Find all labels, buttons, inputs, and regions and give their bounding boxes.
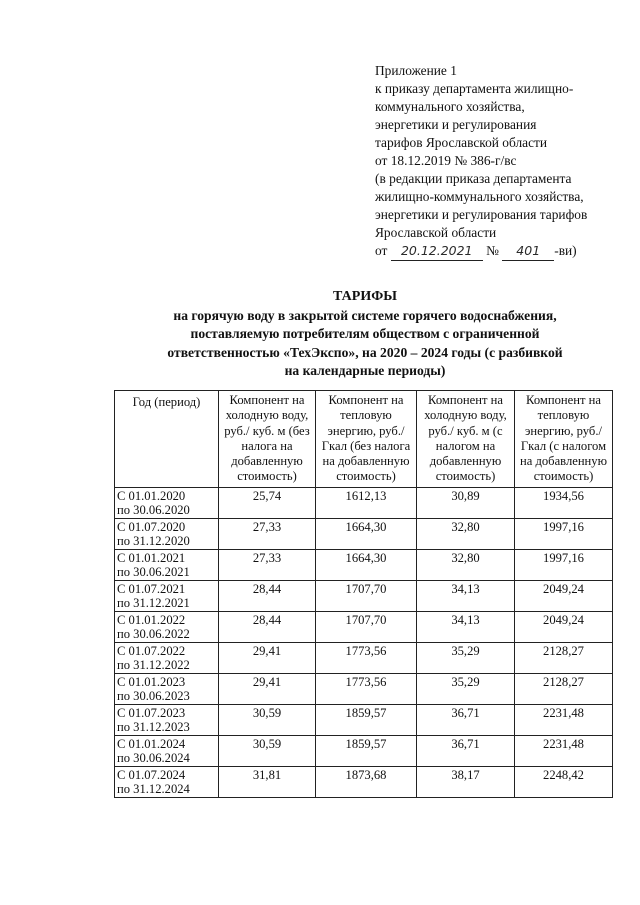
value-cell: 1873,68 <box>316 766 417 797</box>
period-cell <box>115 673 219 704</box>
period-to: по 30.06.2021 <box>117 565 190 580</box>
table-header-row <box>115 391 613 488</box>
number-suffix: -ви) <box>554 243 577 258</box>
value-cell: 2231,48 <box>515 735 613 766</box>
appendix-line: от 18.12.2019 № 386-г/вс <box>375 153 517 168</box>
header-cold-water-vat: Компонент на холодную воду, руб./ куб. м (с налогом на добавленную стоимость) <box>417 391 515 488</box>
period-from: С 01.01.2024 <box>117 736 186 751</box>
table-row <box>115 518 613 549</box>
value-cell: 1612,13 <box>316 487 417 518</box>
period-to: по 30.06.2023 <box>117 689 190 704</box>
number-sign: № <box>486 243 499 258</box>
period-from: С 01.01.2022 <box>117 612 186 627</box>
value-cell: 32,80 <box>417 549 515 580</box>
value-cell: 34,13 <box>417 611 515 642</box>
period-to: по 31.12.2023 <box>117 720 190 735</box>
value-cell: 28,44 <box>219 580 316 611</box>
period-cell <box>115 580 219 611</box>
value-cell: 2128,27 <box>515 673 613 704</box>
header-period: Год (период) <box>115 391 219 488</box>
value-cell: 35,29 <box>417 642 515 673</box>
value-cell: 2049,24 <box>515 611 613 642</box>
period-cell <box>115 735 219 766</box>
period-from: С 01.01.2020 <box>117 488 186 503</box>
from-prefix: от <box>375 243 388 258</box>
table-row <box>115 487 613 518</box>
table-row <box>115 766 613 797</box>
table-row <box>115 611 613 642</box>
period-to: по 30.06.2020 <box>117 503 190 518</box>
period-to: по 31.12.2020 <box>117 534 190 549</box>
table-row <box>115 704 613 735</box>
value-cell: 2231,48 <box>515 704 613 735</box>
value-cell: 38,17 <box>417 766 515 797</box>
appendix-line: к приказу департамента жилищно- <box>375 81 574 96</box>
value-cell: 36,71 <box>417 735 515 766</box>
period-to: по 31.12.2021 <box>117 596 190 611</box>
appendix-line: энергетики и регулирования тарифов <box>375 207 588 222</box>
table-row <box>115 549 613 580</box>
table-row <box>115 642 613 673</box>
period-to: по 31.12.2022 <box>117 658 190 673</box>
handwritten-date: 20.12.2021 <box>391 242 483 261</box>
period-from: С 01.07.2021 <box>117 581 186 596</box>
value-cell: 2248,42 <box>515 766 613 797</box>
appendix-line: Ярославской области <box>375 225 497 240</box>
value-cell: 25,74 <box>219 487 316 518</box>
period-to: по 30.06.2022 <box>117 627 190 642</box>
value-cell: 1997,16 <box>515 518 613 549</box>
value-cell: 2128,27 <box>515 642 613 673</box>
period-from: С 01.01.2023 <box>117 674 186 689</box>
amendment-date-line <box>375 242 630 261</box>
value-cell: 1707,70 <box>316 580 417 611</box>
header-heat-no-vat: Компонент на тепловую энергию, руб./Гкал (без налога на добавленную стоимость) <box>316 391 417 488</box>
document-title <box>110 288 620 381</box>
period-from: С 01.07.2022 <box>117 643 186 658</box>
period-from: С 01.07.2024 <box>117 767 186 782</box>
appendix-line: энергетики и регулирования <box>375 117 537 132</box>
period-from: С 01.07.2020 <box>117 519 186 534</box>
table-row <box>115 673 613 704</box>
period-cell <box>115 704 219 735</box>
value-cell: 31,81 <box>219 766 316 797</box>
period-cell <box>115 518 219 549</box>
value-cell: 30,59 <box>219 735 316 766</box>
value-cell: 1664,30 <box>316 549 417 580</box>
title-line: на календарные периоды) <box>284 363 446 378</box>
value-cell: 1997,16 <box>515 549 613 580</box>
value-cell: 1934,56 <box>515 487 613 518</box>
value-cell: 36,71 <box>417 704 515 735</box>
value-cell: 30,89 <box>417 487 515 518</box>
appendix-line: коммунального хозяйства, <box>375 99 525 114</box>
value-cell: 1859,57 <box>316 735 417 766</box>
value-cell: 35,29 <box>417 673 515 704</box>
title-line: ответственностью «ТехЭкспо», на 2020 – 2024 годы (с разбивкой <box>167 344 563 360</box>
table-row <box>115 735 613 766</box>
header-heat-vat: Компонент на тепловую энергию, руб./Гкал (с налогом на добавленную стоимость) <box>515 391 613 488</box>
value-cell: 1773,56 <box>316 642 417 673</box>
value-cell: 1859,57 <box>316 704 417 735</box>
value-cell: 27,33 <box>219 549 316 580</box>
value-cell: 29,41 <box>219 673 316 704</box>
period-from: С 01.01.2021 <box>117 550 186 565</box>
appendix-block <box>375 62 630 261</box>
period-to: по 31.12.2024 <box>117 782 190 797</box>
title-line: поставляемую потребителям обществом с ограниченной <box>190 326 540 341</box>
period-cell <box>115 611 219 642</box>
appendix-line: тарифов Ярославской области <box>375 135 548 150</box>
appendix-line: (в редакции приказа департамента <box>375 171 572 186</box>
title-line: на горячую воду в закрытой системе горячего водоснабжения, <box>173 307 557 323</box>
value-cell: 28,44 <box>219 611 316 642</box>
value-cell: 1707,70 <box>316 611 417 642</box>
value-cell: 2049,24 <box>515 580 613 611</box>
value-cell: 34,13 <box>417 580 515 611</box>
value-cell: 27,33 <box>219 518 316 549</box>
value-cell: 32,80 <box>417 518 515 549</box>
value-cell: 30,59 <box>219 704 316 735</box>
period-cell <box>115 549 219 580</box>
period-to: по 30.06.2024 <box>117 751 190 766</box>
period-cell <box>115 642 219 673</box>
table-row <box>115 580 613 611</box>
appendix-line: Приложение 1 <box>375 63 457 78</box>
period-cell <box>115 487 219 518</box>
appendix-line: жилищно-коммунального хозяйства, <box>375 189 584 204</box>
period-cell <box>115 766 219 797</box>
tariff-table <box>114 390 613 798</box>
value-cell: 1664,30 <box>316 518 417 549</box>
header-cold-water-no-vat: Компонент на холодную воду, руб./ куб. м (без налога на добавленную стоимость) <box>219 391 316 488</box>
value-cell: 29,41 <box>219 642 316 673</box>
handwritten-number: 401 <box>502 242 554 261</box>
period-from: С 01.07.2023 <box>117 705 186 720</box>
title-heading: ТАРИФЫ <box>333 289 397 304</box>
value-cell: 1773,56 <box>316 673 417 704</box>
